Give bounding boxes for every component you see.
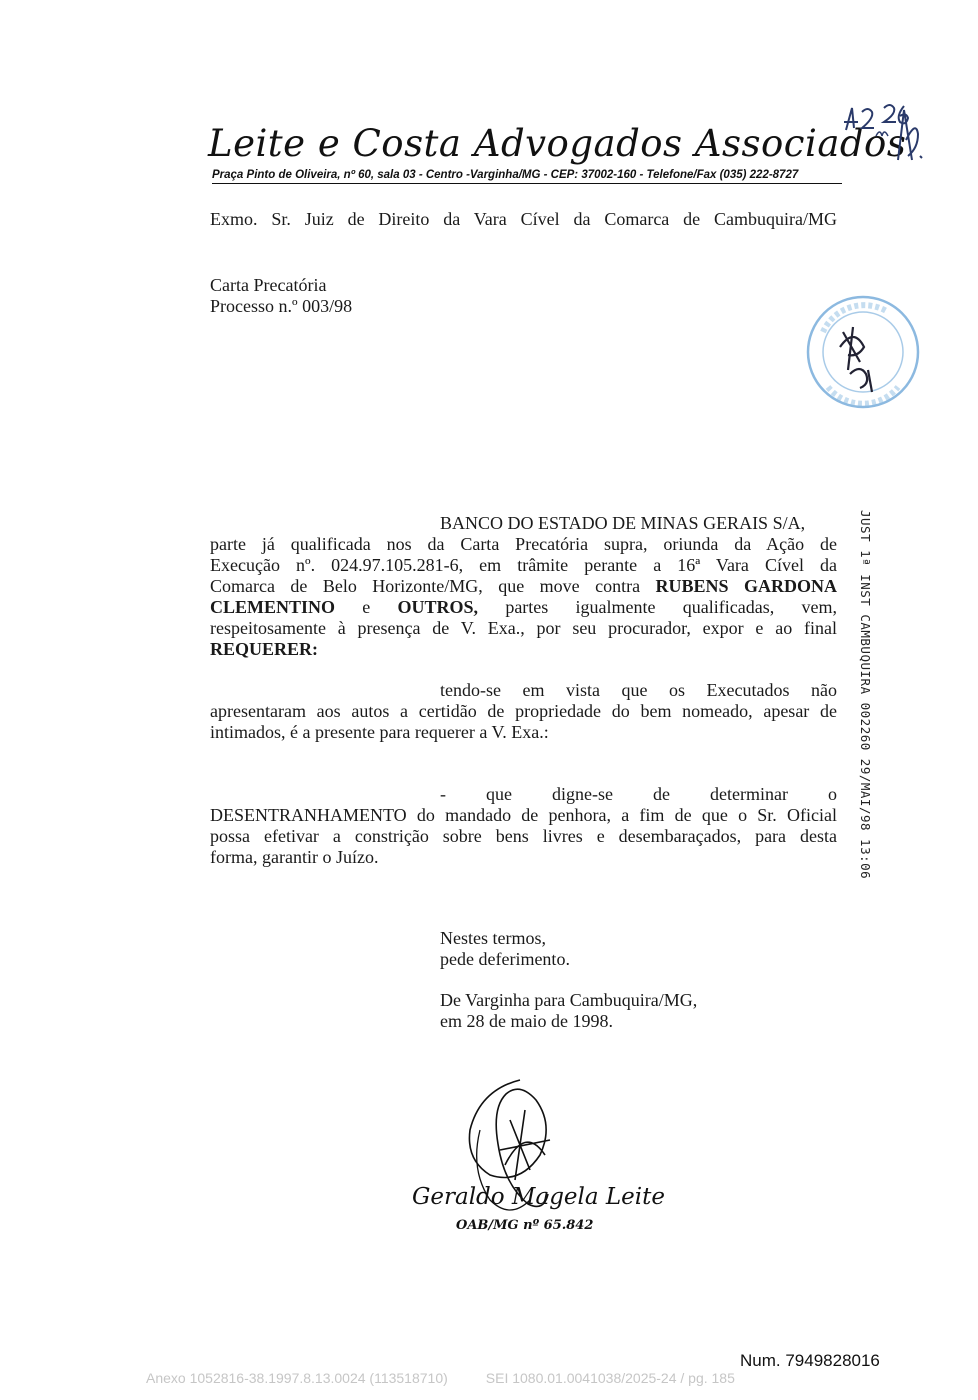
place-line: De Varginha para Cambuquira/MG,: [440, 990, 698, 1010]
para2-line3: intimados, é a presente para requerer a V. Exa.:: [210, 722, 549, 742]
date-line: em 28 de maio de 1998.: [440, 1011, 613, 1031]
para1-line2: parte já qualificada nos da Carta Precatória supra, oriunda da Ação de: [210, 534, 837, 554]
closing-line2: pede deferimento.: [440, 949, 570, 969]
para3-line4: forma, garantir o Juízo.: [210, 847, 379, 867]
para1-line6: respeitosamente à presença de V. Exa., por seu procurador, expor e ao final: [210, 618, 837, 638]
firm-address: Praça Pinto de Oliveira, nº 60, sala 03 - Centro -Varginha/MG - CEP: 37002-160 - Telefone/Fax (035) 222-8727: [212, 169, 842, 184]
closing-block: [440, 928, 570, 970]
document-number: Num. 7949828016: [740, 1351, 880, 1370]
paragraph-introduction: [210, 513, 837, 660]
defendant-name-part2: CLEMENTINO: [210, 597, 336, 617]
para1-line4: [210, 576, 837, 597]
footer: [146, 1370, 735, 1386]
handwritten-page-number: [838, 100, 933, 170]
subject-title: Carta Precatória: [210, 275, 327, 295]
para1-line5-conj: e: [335, 597, 398, 617]
process-number: Processo n.º 003/98: [210, 296, 353, 316]
court-stamp: [788, 292, 928, 417]
request-keyword: REQUERER:: [210, 639, 319, 659]
defendant-name-part1: RUBENS GARDONA: [655, 576, 837, 596]
footer-sei: SEI 1080.01.0041038/2025-24 / pg. 185: [485, 1370, 735, 1386]
protocol-stamp: [855, 510, 875, 890]
place-date-block: [440, 990, 697, 1032]
para2-line1: tendo-se em vista que os Executados não: [440, 680, 837, 700]
closing-line1: Nestes termos,: [440, 928, 546, 948]
para3-line1: - que digne-se de determinar o: [440, 784, 837, 804]
para1-line5-text: partes igualmente qualificadas, vem,: [478, 597, 837, 617]
signatory-name: Geraldo Magela Leite: [412, 1184, 665, 1210]
footer-annex: Anexo 1052816-38.1997.8.13.0024 (113518710): [146, 1370, 448, 1386]
para3-line3: possa efetivar a constrição sobre bens livres e desembaraçados, para desta: [210, 826, 837, 846]
firm-name-letterhead: Leite e Costa Advogados Associados: [208, 122, 907, 165]
para3-line2: DESENTRANHAMENTO do mandado de penhora, a fim de que o Sr. Oficial: [210, 805, 837, 825]
defendant-others: OUTROS,: [397, 597, 479, 617]
addressee: Exmo. Sr. Juiz de Direito da Vara Cível da Comarca de Cambuquira/MG: [210, 209, 837, 229]
subject-block: [210, 275, 837, 317]
para2-line2: apresentaram aos autos a certidão de propriedade do bem nomeado, apesar de: [210, 701, 837, 721]
protocol-stamp-text: JUST 1ª INST CAMBUQUIRA 002260 29/MAI/98 13:06: [858, 510, 873, 880]
paragraph-grounds: [210, 680, 837, 743]
para1-line4-text: Comarca de Belo Horizonte/MG, que move contra: [210, 576, 656, 596]
paragraph-request: [210, 784, 837, 868]
para1-line5: [210, 597, 837, 618]
bank-name: BANCO DO ESTADO DE MINAS GERAIS S/A,: [440, 513, 806, 533]
para1-line3: Execução nº. 024.97.105.281-6, em trâmite perante a 16ª Vara Cível da: [210, 555, 837, 575]
signatory-oab: OAB/MG nº 65.842: [456, 1218, 594, 1233]
